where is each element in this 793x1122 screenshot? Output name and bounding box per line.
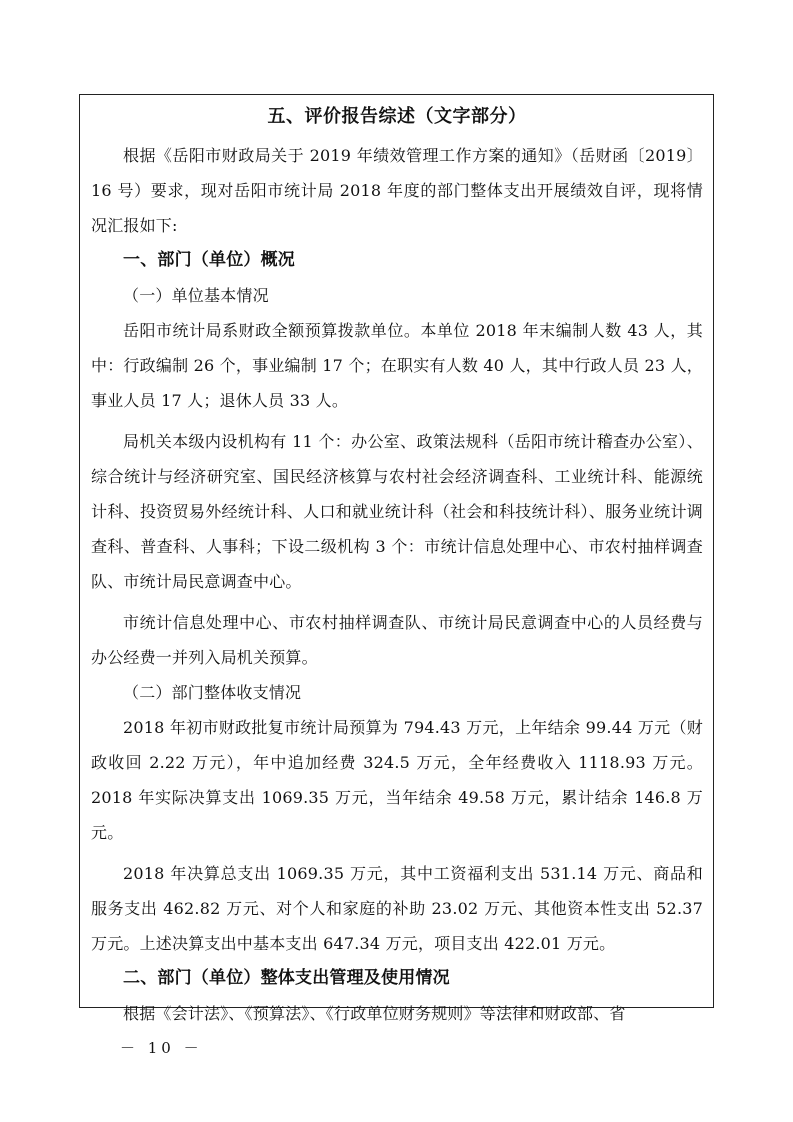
section-title: 五、评价报告综述（文字部分） bbox=[267, 106, 527, 127]
heading-expenditure-management: 二、部门（单位）整体支出管理及使用情况 bbox=[123, 968, 450, 988]
expense-paragraph: 2018 年决算总支出 1069.35 万元，其中工资福利支出 531.14 万元、商品和服务支出 462.82 万元、对个人和家庭的补助 23.02 万元、其他资本性支出 52.37 万元。上述决算支出中基本支出 647.34 万元，项目支出 422.01 万元。 bbox=[91, 864, 703, 953]
law-paragraph: 根据《会计法》、《预算法》、《行政单位财务规则》等法律和财政部、省 bbox=[123, 1004, 626, 1023]
intro-paragraph: 根据《岳阳市财政局关于 2019 年绩效管理工作方案的通知》（岳财函〔2019〕16 号）要求，现对岳阳市统计局 2018 年度的部门整体支出开展绩效自评，现将情况汇报如下: bbox=[91, 146, 703, 235]
page-number: － 10 － bbox=[120, 1039, 203, 1057]
heading-department-overview: 一、部门（单位）概况 bbox=[123, 250, 295, 270]
subheading-income-expense: （二）部门整体收支情况 bbox=[123, 683, 302, 702]
organization-paragraph: 局机关本级内设机构有 11 个：办公室、政策法规科（岳阳市统计稽查办公室）、综合统计与经济研究室、国民经济核算与农村社会经济调查科、工业统计科、能源统计科、投资贸易外经统计科、人口和就业统计科（社会和科技统计科）、服务业统计调查科、普查科、人事科；下设二级机构 3 个：市统计信息处理中心、市农村抽样调查队、市统计局民意调查中心。 bbox=[91, 432, 703, 591]
subheading-basic-info: （一）单位基本情况 bbox=[123, 286, 269, 305]
income-paragraph: 2018 年初市财政批复市统计局预算为 794.43 万元，上年结余 99.44 万元（财政收回 2.22 万元），年中追加经费 324.5 万元，全年经费收入 1118.93 万元。2018 年实际决算支出 1069.35 万元，当年结余 49.58 万元，累计结余 146.8 万元。 bbox=[91, 718, 703, 842]
budget-scope-paragraph: 市统计信息处理中心、市农村抽样调查队、市统计局民意调查中心的人员经费与办公经费一并列入局机关预算。 bbox=[91, 613, 703, 667]
report-body bbox=[91, 100, 703, 1031]
basic-info-paragraph: 岳阳市统计局系财政全额预算拨款单位。本单位 2018 年末编制人数 43 人，其中：行政编制 26 个，事业编制 17 个；在职实有人数 40 人，其中行政人员 23 人，事业人员 17 人；退休人员 33 人。 bbox=[91, 321, 703, 410]
